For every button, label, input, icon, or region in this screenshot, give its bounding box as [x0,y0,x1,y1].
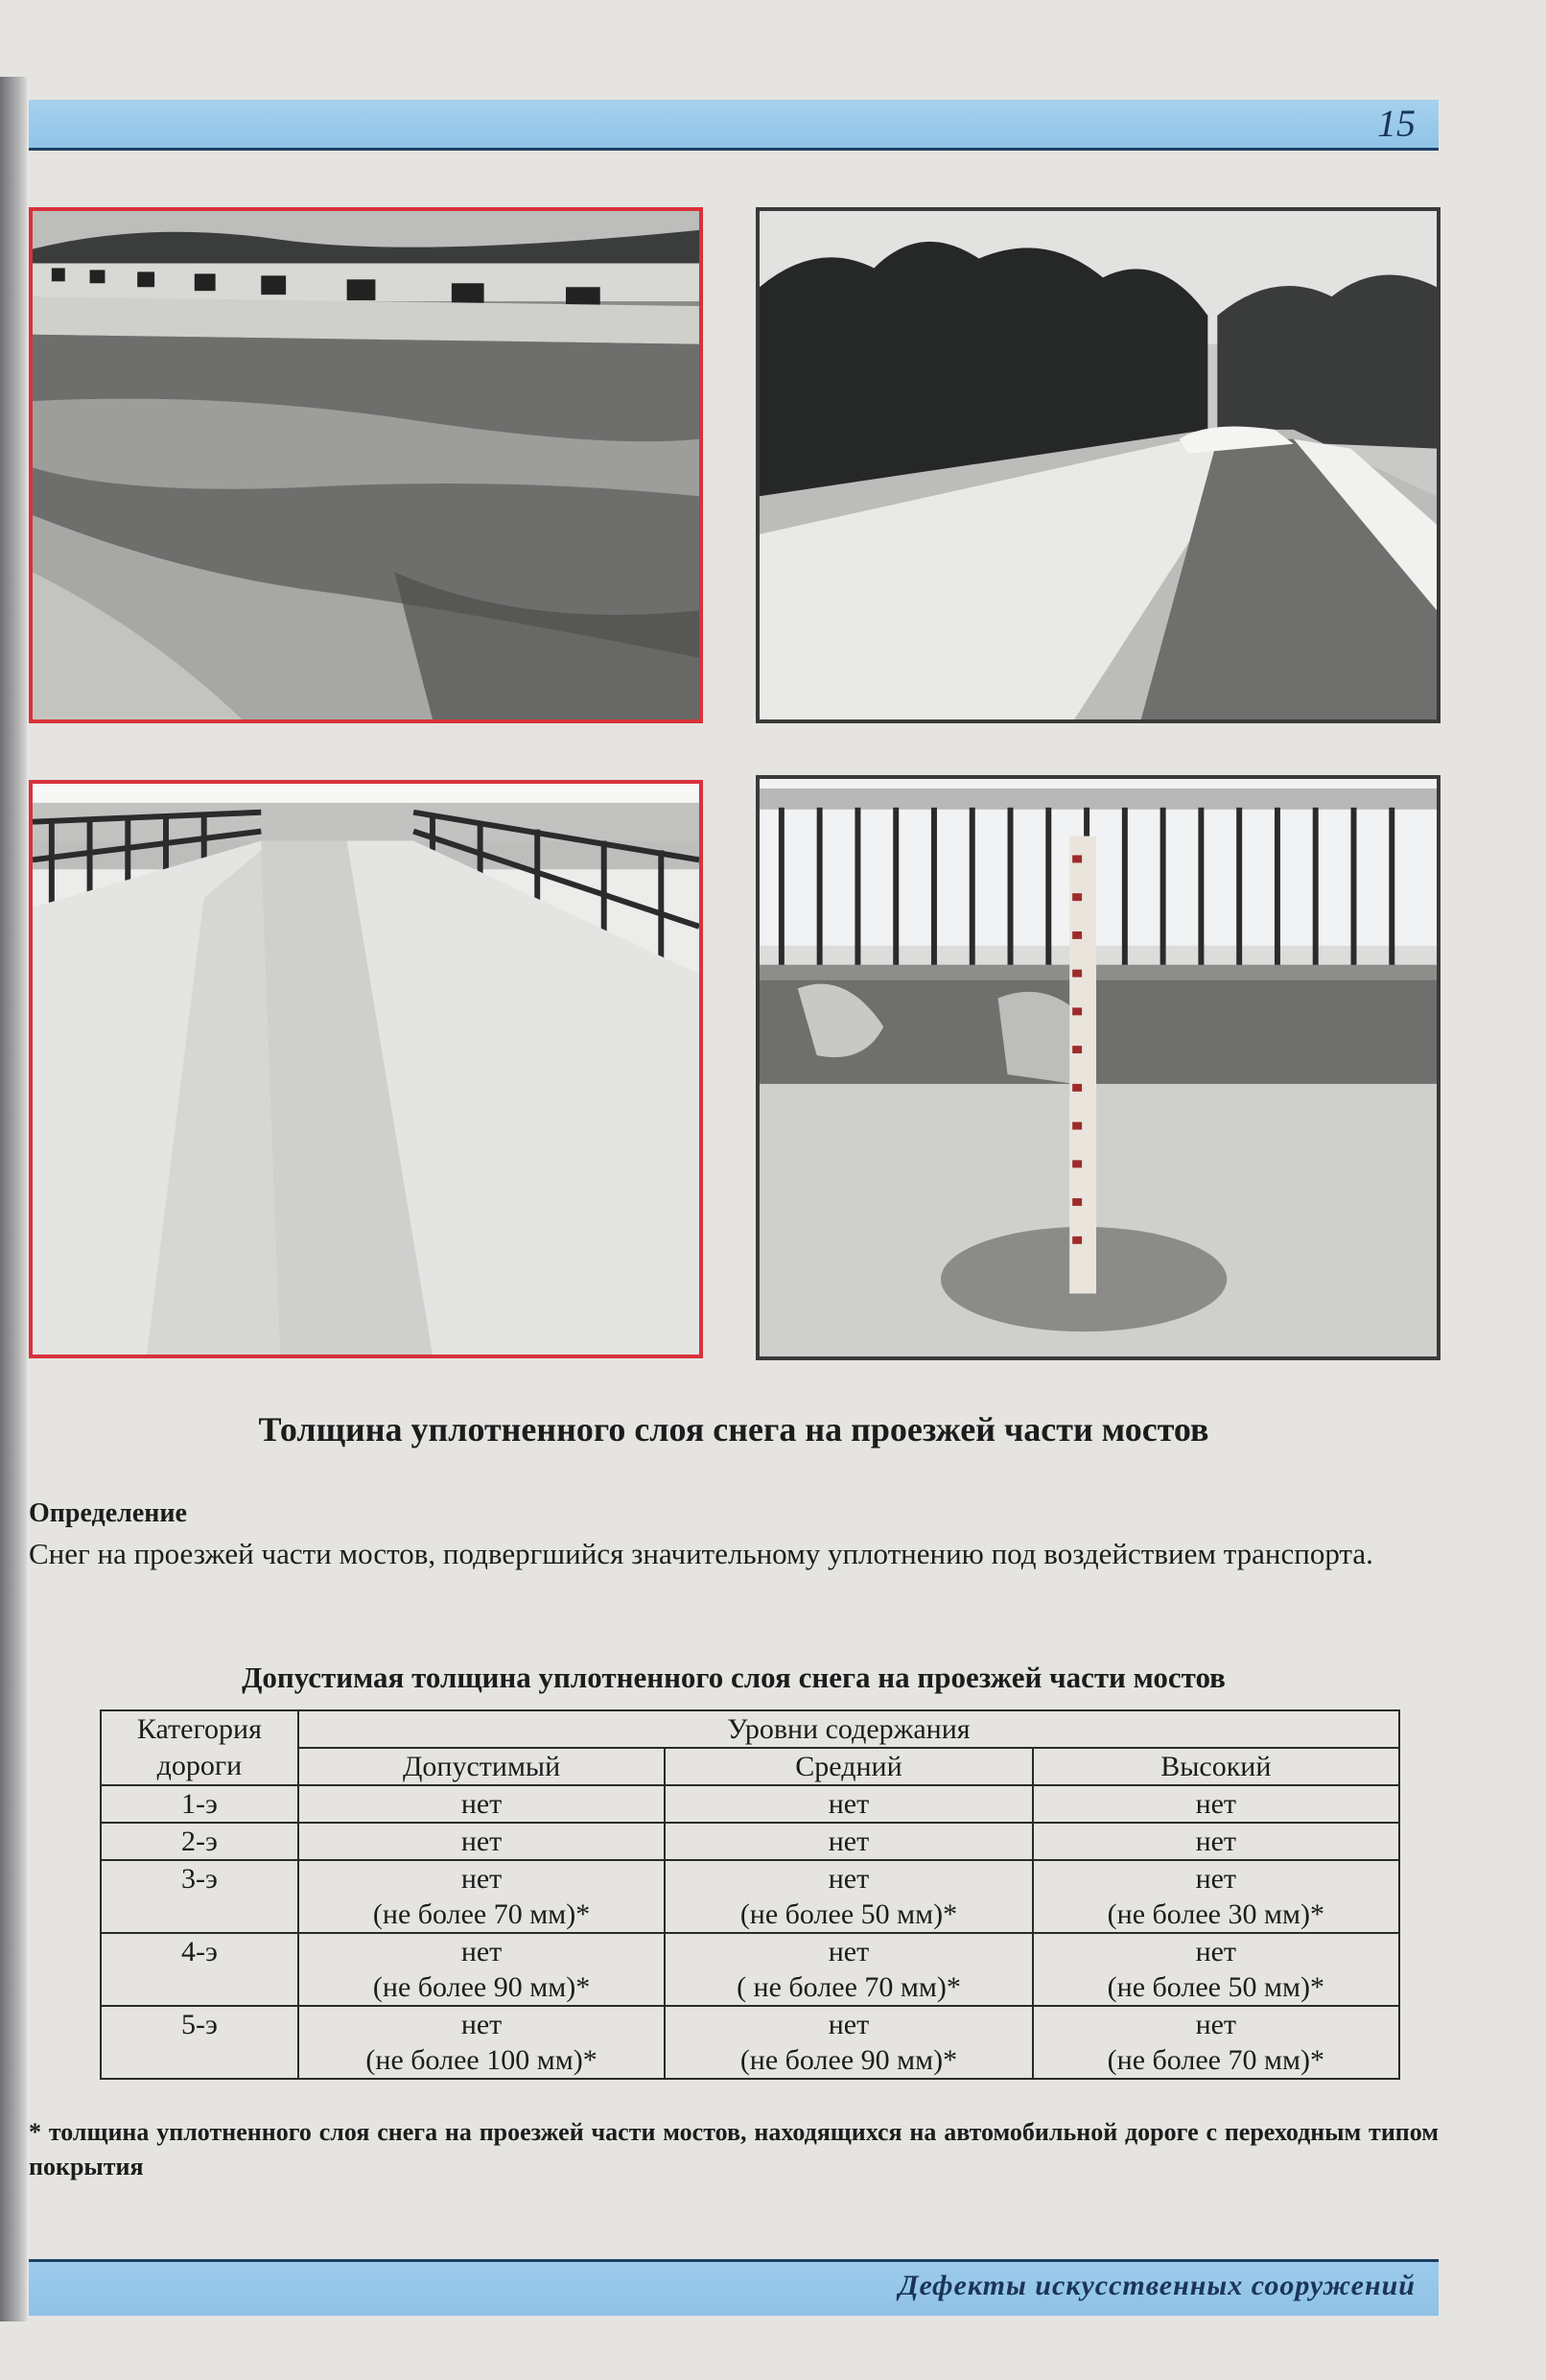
cell-value: нет [828,1936,870,1968]
cell [298,1785,665,1823]
cell-value: нет [1195,1826,1237,1857]
cell [298,2006,665,2079]
row-category: 2-э [101,1823,298,1860]
cell-value: нет [460,1863,503,1895]
footer-band [29,2259,1439,2316]
table-row [101,2006,1399,2079]
footer-title: Дефекты искусственных сооружений [898,2270,1416,2301]
row-category: 5-э [101,2006,298,2079]
table-title: Допустимая толщина уплотненного слоя снега на проезжей части мостов [242,1661,1226,1694]
photo-snow-measuring-pole [756,775,1441,1360]
table-row [101,1933,1399,2006]
cell-limit: (не более 30 мм)* [1107,1898,1324,1930]
cell [1033,1860,1399,1933]
definition-text: Снег на проезжей части мостов, подвергшийся значительному уплотнению под воздействием транспорта. [29,1537,1373,1570]
table-header-row [101,1710,1399,1748]
cell [298,1860,665,1933]
table-subheader-row [101,1748,1399,1785]
cell-value: нет [460,1788,503,1820]
levels-header: Уровни содержания [298,1710,1399,1748]
photo-snow-covered-bridge [29,780,703,1358]
cell-limit: (не более 100 мм)* [365,2044,597,2076]
table-row [101,1785,1399,1823]
photo-bridge-icy-road [29,207,703,723]
cell-value: нет [460,1826,503,1857]
category-header-cont: дороги [101,1748,298,1785]
row-category: 3-э [101,1860,298,1933]
cell [665,1823,1032,1860]
section-title: Толщина уплотненного слоя снега на проезжей части мостов [258,1410,1209,1449]
cell-limit: (не более 50 мм)* [739,1898,958,1930]
cell [1033,1933,1399,2006]
row-category: 1-э [101,1785,298,1823]
cell-limit: ( не более 70 мм)* [737,1971,961,2003]
table-row [101,1860,1399,1933]
cell-value: нет [828,1863,870,1895]
cell [1033,2006,1399,2079]
cell [1033,1823,1399,1860]
cell [665,1933,1032,2006]
footnote: * толщина уплотненного слоя снега на проезжей части мостов, находящихся на автомобильной дороге с переходным типом покрытия [29,2118,1439,2180]
cell [1033,1785,1399,1823]
cell-limit: (не более 90 мм)* [372,1971,591,2003]
norms-table [100,1709,1400,2080]
col-header-allowed: Допустимый [298,1748,665,1785]
photo-snowy-road-forest [756,207,1441,723]
cell [298,1933,665,2006]
cell-value: нет [828,1788,870,1820]
cell-limit: (не более 90 мм)* [739,2044,958,2076]
cell-value: нет [460,1936,503,1968]
category-header: Категория [101,1710,298,1748]
cell-value: нет [1195,1863,1237,1895]
cell-limit: (не более 50 мм)* [1107,1971,1324,2003]
cell-value: нет [1195,1936,1237,1968]
row-category: 4-э [101,1933,298,2006]
col-header-high: Высокий [1033,1748,1399,1785]
cell-value: нет [460,2009,503,2040]
cell [665,2006,1032,2079]
cell-value: нет [1195,2009,1237,2040]
cell [665,1860,1032,1933]
cell-limit: (не более 70 мм)* [372,1898,591,1930]
page-spine-shadow [0,77,27,2321]
cell-limit: (не более 70 мм)* [1107,2044,1324,2076]
cell-value: нет [828,1826,870,1857]
cell-value: нет [828,2009,870,2040]
header-band [29,100,1439,151]
col-header-medium: Средний [665,1748,1032,1785]
cell-value: нет [1195,1788,1237,1820]
cell [298,1823,665,1860]
cell [665,1785,1032,1823]
definition-label: Определение [29,1498,187,1528]
table-row [101,1823,1399,1860]
page-number: 15 [1377,102,1416,145]
